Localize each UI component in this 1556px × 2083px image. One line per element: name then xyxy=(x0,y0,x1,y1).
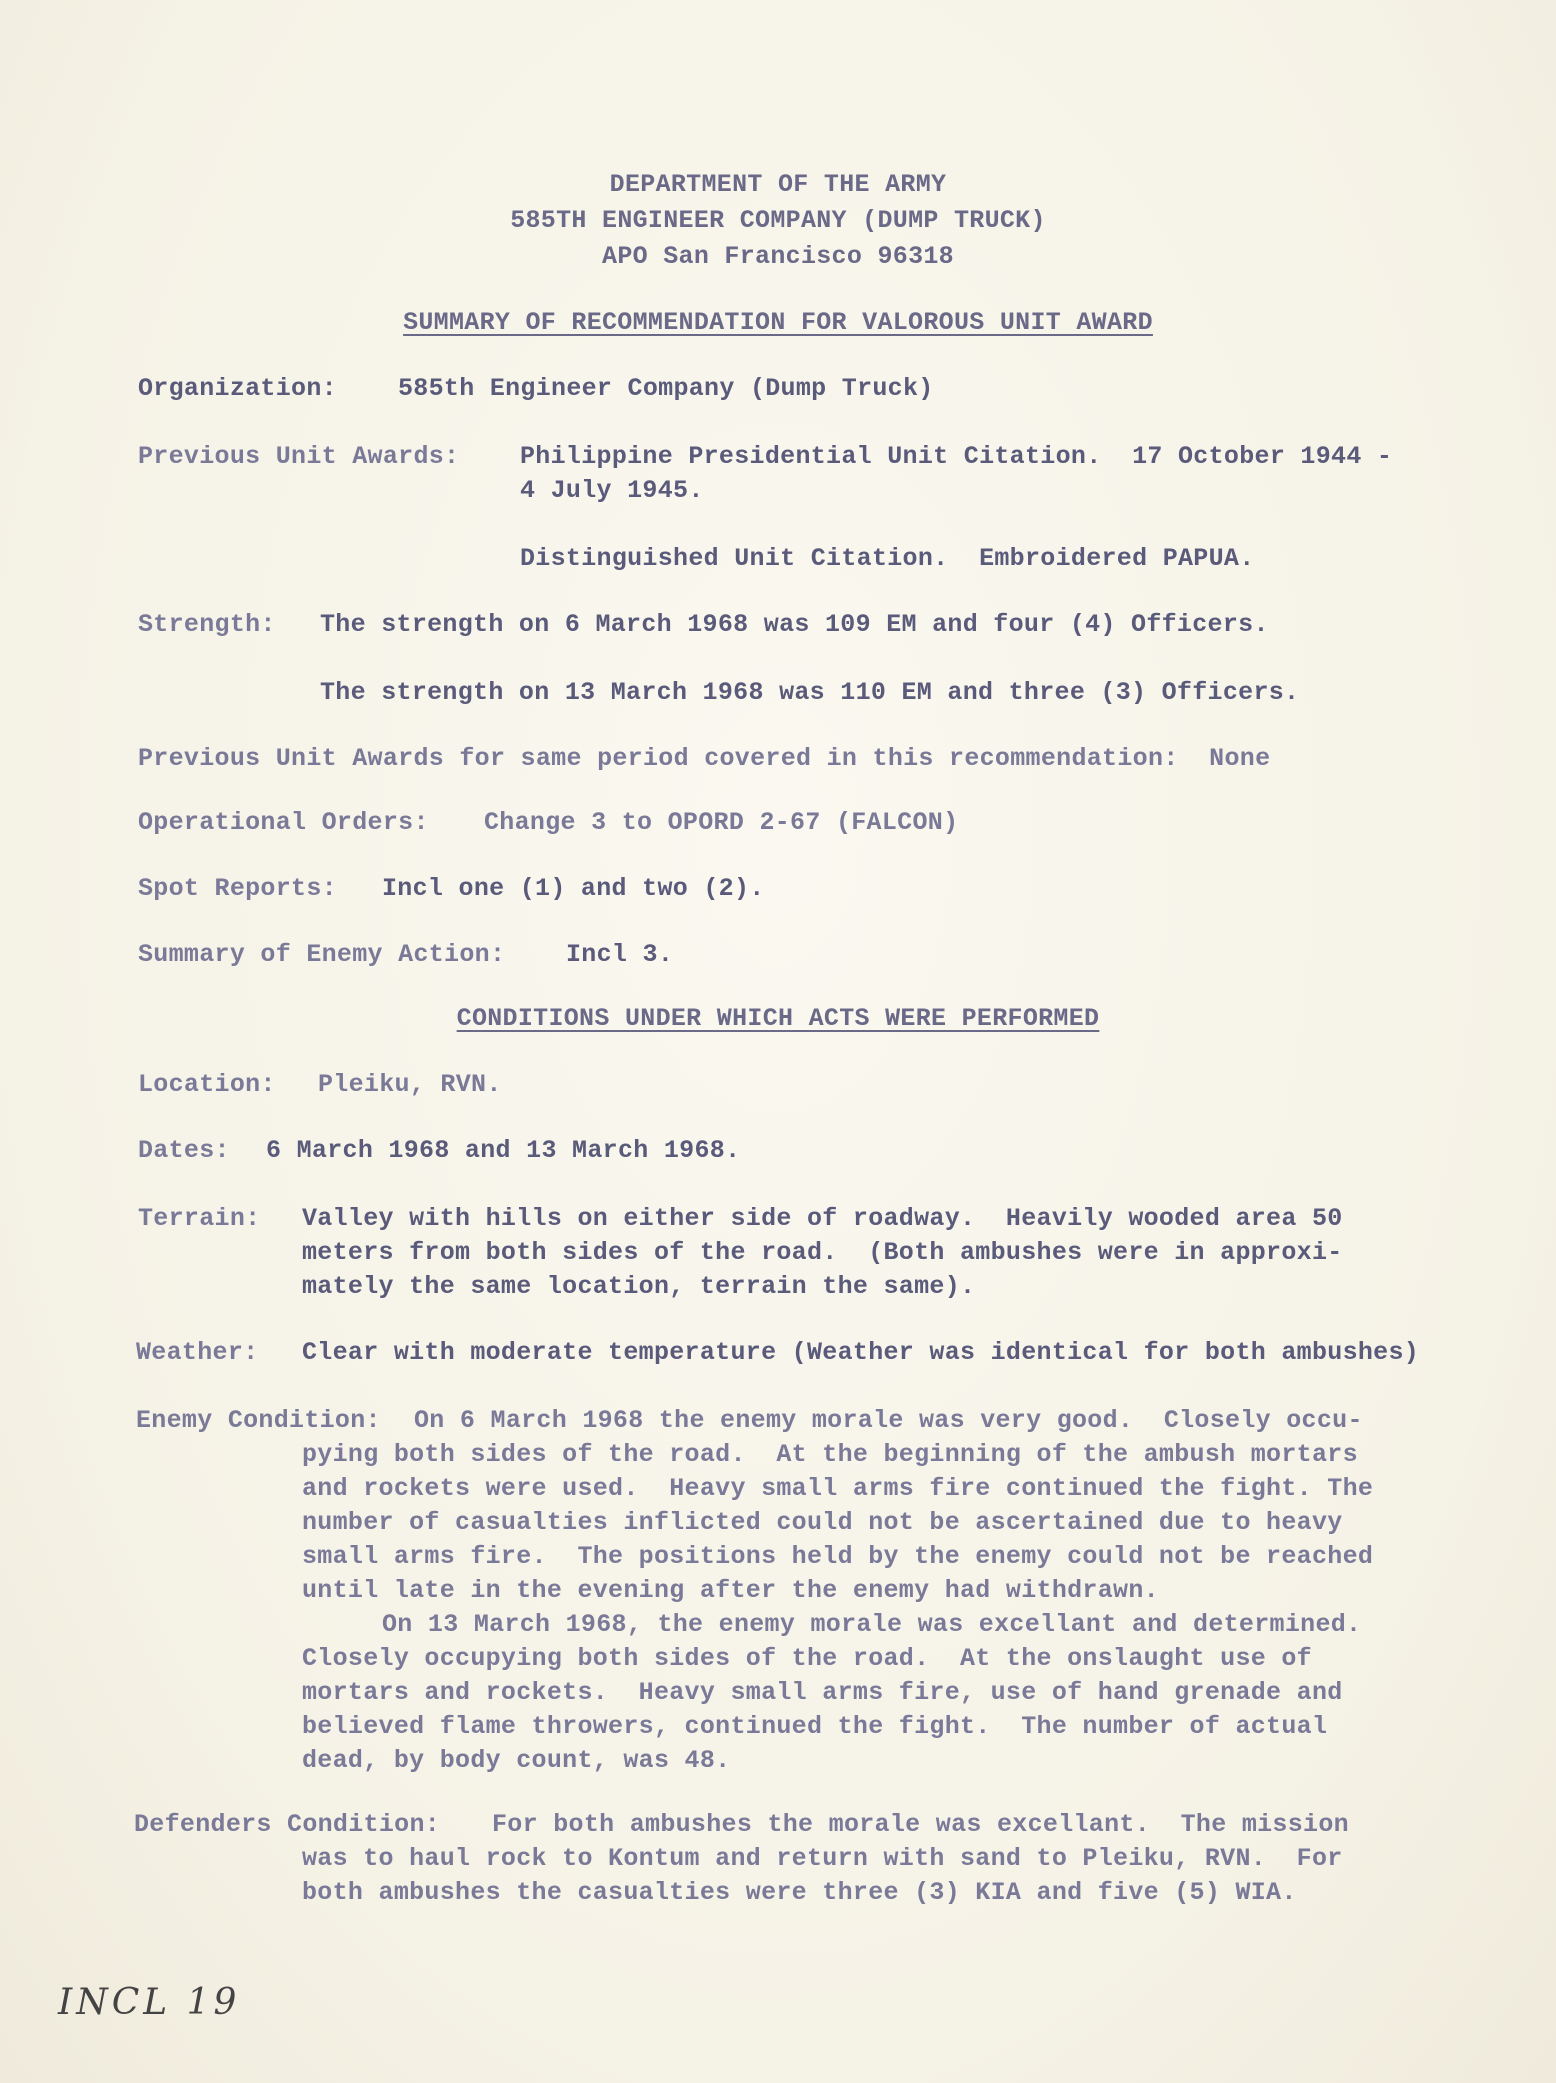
previous-same-period: Previous Unit Awards for same period covered in this recommendation: None xyxy=(138,744,1271,773)
conditions-title: CONDITIONS UNDER WHICH ACTS WERE PERFORMED xyxy=(456,1004,1100,1033)
strength-label: Strength: xyxy=(138,610,276,639)
strength-line-1: The strength on 6 March 1968 was 109 EM and four (4) Officers. xyxy=(320,610,1269,639)
organization-value: 585th Engineer Company (Dump Truck) xyxy=(398,374,934,403)
enemy-condition-line-5: small arms fire. The positions held by the enemy could not be reached xyxy=(302,1542,1374,1571)
weather-label: Weather: xyxy=(136,1338,259,1367)
terrain-line-3: mately the same location, terrain the same). xyxy=(302,1272,976,1301)
enemy-condition-line-3: and rockets were used. Heavy small arms fire continued the fight. The xyxy=(302,1474,1374,1503)
terrain-line-1: Valley with hills on either side of roadway. Heavily wooded area 50 xyxy=(302,1204,1343,1233)
header-line-2: 585TH ENGINEER COMPANY (DUMP TRUCK) xyxy=(510,206,1046,235)
spot-reports-value: Incl one (1) and two (2). xyxy=(382,874,765,903)
enemy-condition-label: Enemy Condition: xyxy=(136,1406,381,1435)
enemy-action-value: Incl 3. xyxy=(566,940,674,969)
header-line-1: DEPARTMENT OF THE ARMY xyxy=(609,170,947,199)
defenders-condition-line-1: For both ambushes the morale was excellant. The mission xyxy=(492,1810,1349,1839)
enemy-condition-line-9: mortars and rockets. Heavy small arms fire, use of hand grenade and xyxy=(302,1678,1343,1707)
previous-awards-line-2: 4 July 1945. xyxy=(520,476,704,505)
previous-awards-line-3: Distinguished Unit Citation. Embroidered PAPUA. xyxy=(520,544,1255,573)
organization-label: Organization: xyxy=(138,374,337,403)
defenders-condition-label: Defenders Condition: xyxy=(134,1810,441,1839)
operational-orders-value: Change 3 to OPORD 2-67 (FALCON) xyxy=(484,808,959,837)
location-label: Location: xyxy=(138,1070,276,1099)
enemy-condition-line-1: On 6 March 1968 the enemy morale was very good. Closely occu- xyxy=(414,1406,1363,1435)
location-value: Pleiku, RVN. xyxy=(318,1070,502,1099)
previous-awards-label: Previous Unit Awards: xyxy=(138,442,460,471)
enemy-action-label: Summary of Enemy Action: xyxy=(138,940,506,969)
spot-reports-label: Spot Reports: xyxy=(138,874,337,903)
header-line-3: APO San Francisco 96318 xyxy=(602,242,954,271)
dates-value: 6 March 1968 and 13 March 1968. xyxy=(266,1136,741,1165)
weather-value: Clear with moderate temperature (Weather was identical for both ambushes) xyxy=(302,1338,1420,1367)
previous-awards-line-1: Philippine Presidential Unit Citation. 17 October 1944 - xyxy=(520,442,1393,471)
enemy-condition-line-4: number of casualties inflicted could not be ascertained due to heavy xyxy=(302,1508,1343,1537)
dates-label: Dates: xyxy=(138,1136,230,1165)
handwritten-incl-note: INCL 19 xyxy=(58,1982,241,2023)
defenders-condition-line-3: both ambushes the casualties were three (3) KIA and five (5) WIA. xyxy=(302,1878,1297,1907)
enemy-condition-line-2: pying both sides of the road. At the beginning of the ambush mortars xyxy=(302,1440,1358,1469)
operational-orders-label: Operational Orders: xyxy=(138,808,429,837)
terrain-line-2: meters from both sides of the road. (Both ambushes were in approxi- xyxy=(302,1238,1343,1267)
enemy-condition-line-8: Closely occupying both sides of the road. At the onslaught use of xyxy=(302,1644,1312,1673)
enemy-condition-line-11: dead, by body count, was 48. xyxy=(302,1746,731,1775)
strength-line-2: The strength on 13 March 1968 was 110 EM and three (3) Officers. xyxy=(320,678,1300,707)
enemy-condition-line-6: until late in the evening after the enemy had withdrawn. xyxy=(302,1576,1159,1605)
defenders-condition-line-2: was to haul rock to Kontum and return with sand to Pleiku, RVN. For xyxy=(302,1844,1343,1873)
enemy-condition-line-7: On 13 March 1968, the enemy morale was excellant and determined. xyxy=(382,1610,1362,1639)
enemy-condition-line-10: believed flame throwers, continued the fight. The number of actual xyxy=(302,1712,1328,1741)
terrain-label: Terrain: xyxy=(138,1204,261,1233)
summary-title: SUMMARY OF RECOMMENDATION FOR VALOROUS UNIT AWARD xyxy=(403,308,1153,337)
